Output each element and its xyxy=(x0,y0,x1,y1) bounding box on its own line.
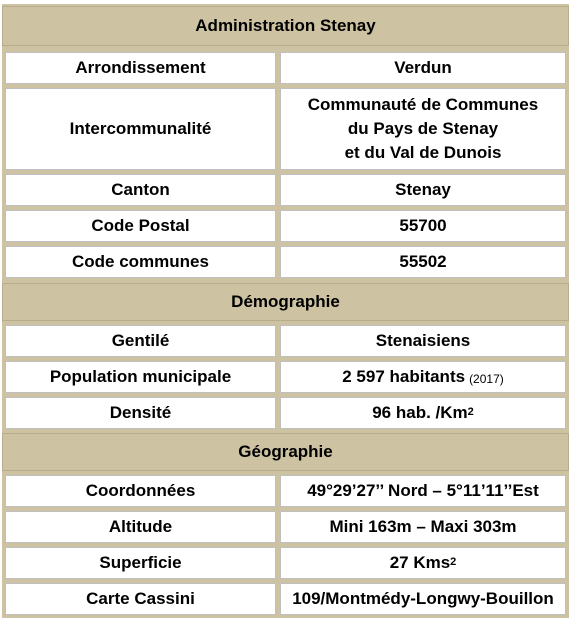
label-code-communes: Code communes xyxy=(5,246,276,278)
value-coordonnees: 49°29’27’’ Nord – 5°11’11’’Est xyxy=(280,475,566,507)
value-densite: 96 hab. /Km $^2$ xyxy=(280,397,566,429)
label-intercommunalite: Intercommunalité xyxy=(5,88,276,170)
value-code-communes: 55502 xyxy=(280,246,566,278)
label-canton: Canton xyxy=(5,174,276,206)
section-header-geographie xyxy=(2,433,569,471)
value-population: 2 597 habitants (2017) xyxy=(280,361,566,393)
section-title: Géographie xyxy=(238,442,333,461)
value-code-postal: 55700 xyxy=(280,210,566,242)
section-header-demographie xyxy=(2,283,569,321)
section-title: Démographie xyxy=(231,292,340,311)
label-coordonnees: Coordonnées xyxy=(5,475,276,507)
value-canton: Stenay xyxy=(280,174,566,206)
label-code-postal: Code Postal xyxy=(5,210,276,242)
value-superficie: 27 Kms $^2$ xyxy=(280,547,566,579)
value-altitude: Mini 163m – Maxi 303m xyxy=(280,511,566,543)
label-arrondissement: Arrondissement xyxy=(5,52,276,84)
label-altitude: Altitude xyxy=(5,511,276,543)
value-carte-cassini: 109/Montmédy-Longwy-Bouillon xyxy=(280,583,566,615)
label-carte-cassini: Carte Cassini xyxy=(5,583,276,615)
value-arrondissement: Verdun xyxy=(280,52,566,84)
section-title: Administration Stenay xyxy=(195,16,376,35)
section-header-administration xyxy=(2,6,569,46)
label-population: Population municipale xyxy=(5,361,276,393)
label-superficie: Superficie xyxy=(5,547,276,579)
value-gentile: Stenaisiens xyxy=(280,325,566,357)
value-intercommunalite: Communauté de Communes du Pays de Stenay et du Val de Dunois xyxy=(280,88,566,170)
label-densite: Densité xyxy=(5,397,276,429)
label-gentile: Gentilé xyxy=(5,325,276,357)
population-year: (2017) xyxy=(469,372,504,386)
